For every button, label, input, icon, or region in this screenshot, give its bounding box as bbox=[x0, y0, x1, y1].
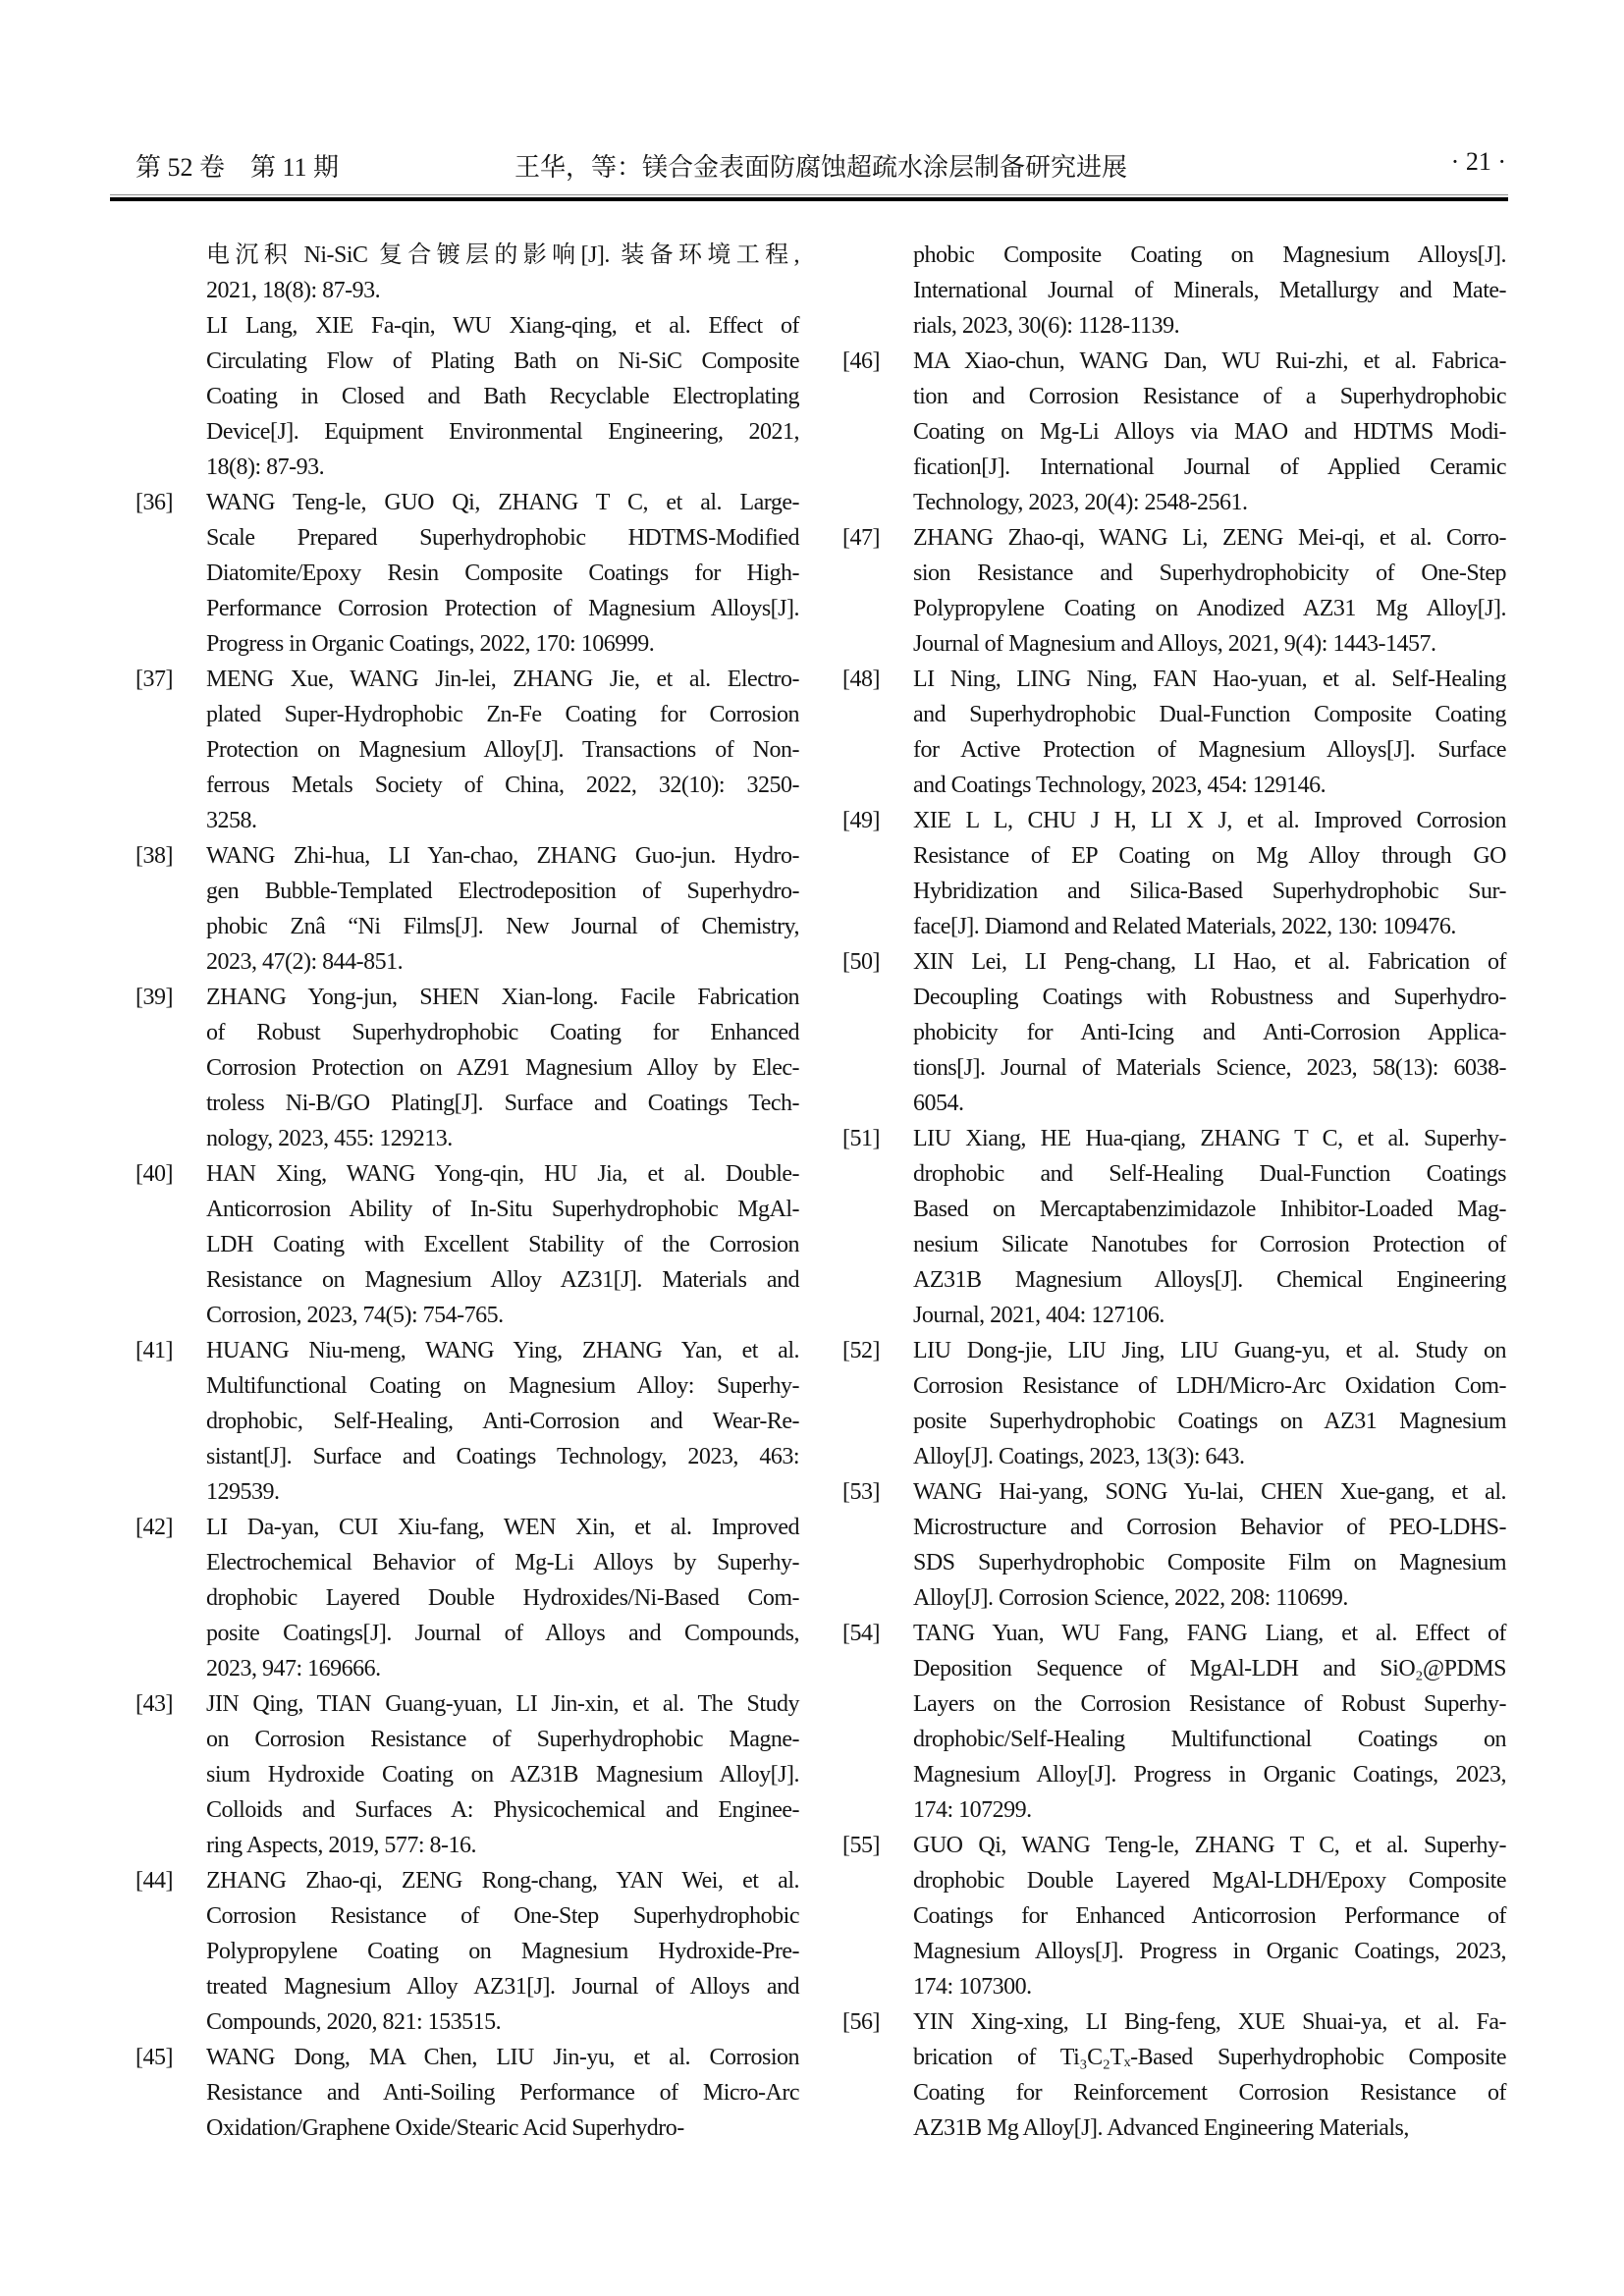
reference-text bbox=[206, 1863, 799, 2040]
reference-item bbox=[842, 2004, 1506, 2146]
reference-item bbox=[135, 2040, 799, 2146]
reference-line: Performance Corrosion Protection of Magnesium Alloys[J]. bbox=[206, 596, 799, 621]
reference-number: [41] bbox=[135, 1338, 173, 1363]
reference-line: Corrosion Resistance of One-Step Superhydrophobic bbox=[206, 1903, 799, 1929]
reference-line: 174: 107300. bbox=[913, 1974, 1032, 2000]
reference-line: Coating for Reinforcement Corrosion Resistance of bbox=[913, 2080, 1506, 2106]
reference-line: Oxidation/Graphene Oxide/Stearic Acid Superhydro- bbox=[206, 2115, 684, 2141]
reference-text bbox=[206, 308, 799, 485]
reference-line: phobicity for Anti-Icing and Anti-Corrosion Applica- bbox=[913, 1020, 1506, 1045]
reference-line: troless Ni-B/GO Plating[J]. Surface and Coatings Tech- bbox=[206, 1091, 799, 1116]
reference-line: drophobic, Self-Healing, Anti-Corrosion and Wear-Re- bbox=[206, 1409, 799, 1434]
reference-item bbox=[135, 1333, 799, 1510]
reference-line: drophobic and Self-Healing Dual-Function Coatings bbox=[913, 1161, 1506, 1187]
reference-line: Microstructure and Corrosion Behavior of PEO-LDHS- bbox=[913, 1515, 1506, 1540]
reference-line: JIN Qing, TIAN Guang-yuan, LI Jin-xin, et al. The Study bbox=[206, 1691, 799, 1717]
reference-line: posite Superhydrophobic Coatings on AZ31 Magnesium bbox=[913, 1409, 1506, 1434]
reference-line: AZ31B Magnesium Alloys[J]. Chemical Engineering bbox=[913, 1267, 1506, 1293]
reference-line: Progress in Organic Coatings, 2022, 170: 106999. bbox=[206, 631, 655, 657]
reference-line: HAN Xing, WANG Yong-qin, HU Jia, et al. Double- bbox=[206, 1161, 799, 1187]
reference-text bbox=[913, 944, 1506, 1121]
volume-issue: 第 52 卷 第 11 期 bbox=[135, 153, 340, 182]
reference-line: Alloy[J]. Coatings, 2023, 13(3): 643. bbox=[913, 1444, 1245, 1469]
reference-item bbox=[135, 980, 799, 1156]
reference-line: and Superhydrophobic Dual-Function Composite Coating bbox=[913, 702, 1506, 727]
reference-line: rials, 2023, 30(6): 1128-1139. bbox=[913, 313, 1180, 339]
reference-line: 电沉积 Ni-SiC 复合镀层的影响[J]. 装备环境工程, bbox=[206, 242, 799, 268]
reference-line: LI Ning, LING Ning, FAN Hao-yuan, et al. Self-Healing bbox=[913, 667, 1506, 692]
reference-line: on Corrosion Resistance of Superhydrophobic Magne- bbox=[206, 1727, 799, 1752]
reference-item bbox=[135, 1863, 799, 2040]
reference-line: LI Da-yan, CUI Xiu-fang, WEN Xin, et al. Improved bbox=[206, 1515, 799, 1540]
reference-line: phobic Znâ “Ni Films[J]. New Journal of Chemistry, bbox=[206, 914, 799, 939]
reference-number: [45] bbox=[135, 2045, 173, 2070]
reference-line: Coating on Mg-Li Alloys via MAO and HDTMS Modi- bbox=[913, 419, 1506, 445]
reference-line: Hybridization and Silica-Based Superhydrophobic Sur- bbox=[913, 879, 1506, 904]
reference-line: Alloy[J]. Corrosion Science, 2022, 208: 110699. bbox=[913, 1585, 1348, 1611]
reference-text bbox=[913, 662, 1506, 803]
reference-number: [52] bbox=[842, 1338, 880, 1363]
reference-number bbox=[135, 238, 206, 308]
reference-text bbox=[913, 520, 1506, 662]
reference-line: LI Lang, XIE Fa-qin, WU Xiang-qing, et al. Effect of bbox=[206, 313, 799, 339]
reference-line: Magnesium Alloys[J]. Progress in Organic Coatings, 2023, bbox=[913, 1939, 1506, 1964]
reference-text bbox=[913, 1828, 1506, 2004]
reference-number: [38] bbox=[135, 843, 173, 869]
reference-line: Corrosion Protection on AZ91 Magnesium Alloy by Elec- bbox=[206, 1055, 799, 1081]
page-header bbox=[135, 147, 1506, 187]
reference-number: [44] bbox=[135, 1868, 173, 1894]
reference-number: [55] bbox=[842, 1833, 880, 1858]
reference-line: TANG Yuan, WU Fang, FANG Liang, et al. Effect of bbox=[913, 1621, 1506, 1646]
reference-item bbox=[842, 1828, 1506, 2004]
reference-text bbox=[206, 2040, 799, 2146]
reference-line: drophobic/Self-Healing Multifunctional Coatings on bbox=[913, 1727, 1506, 1752]
reference-line: WANG Zhi-hua, LI Yan-chao, ZHANG Guo-jun. Hydro- bbox=[206, 843, 799, 869]
reference-line: WANG Dong, MA Chen, LIU Jin-yu, et al. Corrosion bbox=[206, 2045, 799, 2070]
reference-line: 129539. bbox=[206, 1479, 280, 1505]
reference-line: sistant[J]. Surface and Coatings Technology, 2023, 463: bbox=[206, 1444, 799, 1469]
reference-line: Resistance and Anti-Soiling Performance of Micro-Arc bbox=[206, 2080, 799, 2106]
reference-line: Protection on Magnesium Alloy[J]. Transactions of Non- bbox=[206, 737, 799, 763]
reference-line: Polypropylene Coating on Anodized AZ31 Mg Alloy[J]. bbox=[913, 596, 1506, 621]
reference-item bbox=[135, 238, 799, 308]
reference-number: [54] bbox=[842, 1621, 880, 1646]
reference-text bbox=[913, 1474, 1506, 1616]
reference-item bbox=[135, 485, 799, 662]
running-title: 王华，等：镁合金表面防腐蚀超疏水涂层制备研究进展 bbox=[514, 153, 1127, 182]
reference-line: Scale Prepared Superhydrophobic HDTMS-Modified bbox=[206, 525, 799, 551]
reference-item bbox=[842, 1333, 1506, 1474]
reference-item bbox=[135, 662, 799, 838]
reference-text bbox=[206, 238, 799, 308]
reference-text bbox=[206, 1156, 799, 1333]
reference-text bbox=[206, 1510, 799, 1686]
reference-line: Journal of Magnesium and Alloys, 2021, 9(4): 1443-1457. bbox=[913, 631, 1436, 657]
reference-line: nology, 2023, 455: 129213. bbox=[206, 1126, 453, 1151]
reference-text bbox=[913, 1121, 1506, 1333]
reference-text bbox=[913, 344, 1506, 520]
reference-number: [51] bbox=[842, 1126, 880, 1151]
reference-line: Journal, 2021, 404: 127106. bbox=[913, 1303, 1164, 1328]
reference-number bbox=[842, 238, 913, 344]
reference-line: Device[J]. Equipment Environmental Engineering, 2021, bbox=[206, 419, 799, 445]
reference-line: ferrous Metals Society of China, 2022, 32(10): 3250- bbox=[206, 773, 799, 798]
reference-number: [39] bbox=[135, 985, 173, 1010]
reference-number: [47] bbox=[842, 525, 880, 551]
reference-line: LIU Dong-jie, LIU Jing, LIU Guang-yu, et al. Study on bbox=[913, 1338, 1506, 1363]
reference-line: phobic Composite Coating on Magnesium Alloys[J]. bbox=[913, 242, 1506, 268]
reference-line: Resistance of EP Coating on Mg Alloy through GO bbox=[913, 843, 1506, 869]
reference-line: and Coatings Technology, 2023, 454: 129146. bbox=[913, 773, 1326, 798]
reference-line: ZHANG Zhao-qi, ZENG Rong-chang, YAN Wei, et al. bbox=[206, 1868, 799, 1894]
reference-line: AZ31B Mg Alloy[J]. Advanced Engineering Materials, bbox=[913, 2115, 1409, 2141]
reference-line: gen Bubble-Templated Electrodeposition of Superhydro- bbox=[206, 879, 799, 904]
reference-item bbox=[135, 838, 799, 980]
reference-text bbox=[913, 803, 1506, 944]
reference-item bbox=[842, 944, 1506, 1121]
reference-line: Anticorrosion Ability of In-Situ Superhydrophobic MgAl- bbox=[206, 1197, 799, 1222]
reference-line: Deposition Sequence of MgAl-LDH and SiO₂@PDMS bbox=[913, 1656, 1506, 1682]
reference-line: treated Magnesium Alloy AZ31[J]. Journal of Alloys and bbox=[206, 1974, 799, 2000]
reference-line: Electrochemical Behavior of Mg-Li Alloys by Superhy- bbox=[206, 1550, 799, 1575]
reference-line: MENG Xue, WANG Jin-lei, ZHANG Jie, et al. Electro- bbox=[206, 667, 799, 692]
reference-item bbox=[135, 308, 799, 485]
reference-line: MA Xiao-chun, WANG Dan, WU Rui-zhi, et al. Fabrica- bbox=[913, 348, 1506, 374]
reference-line: ZHANG Yong-jun, SHEN Xian-long. Facile Fabrication bbox=[206, 985, 799, 1010]
reference-number: [40] bbox=[135, 1161, 173, 1187]
reference-item bbox=[135, 1156, 799, 1333]
reference-line: LIU Xiang, HE Hua-qiang, ZHANG T C, et al. Superhy- bbox=[913, 1126, 1506, 1151]
reference-text bbox=[913, 1616, 1506, 1828]
reference-line: International Journal of Minerals, Metallurgy and Mate- bbox=[913, 278, 1506, 303]
header-rule bbox=[110, 194, 1508, 201]
reference-line: GUO Qi, WANG Teng-le, ZHANG T C, et al. Superhy- bbox=[913, 1833, 1506, 1858]
reference-line: Resistance on Magnesium Alloy AZ31[J]. Materials and bbox=[206, 1267, 799, 1293]
reference-number: [49] bbox=[842, 808, 880, 833]
reference-line: LDH Coating with Excellent Stability of the Corrosion bbox=[206, 1232, 799, 1257]
reference-line: Based on Mercaptabenzimidazole Inhibitor-Loaded Mag- bbox=[913, 1197, 1506, 1222]
reference-line: for Active Protection of Magnesium Alloys[J]. Surface bbox=[913, 737, 1506, 763]
refs-left-column bbox=[135, 238, 799, 2146]
reference-line: Coatings for Enhanced Anticorrosion Performance of bbox=[913, 1903, 1506, 1929]
reference-line: plated Super-Hydrophobic Zn-Fe Coating for Corrosion bbox=[206, 702, 799, 727]
reference-number: [37] bbox=[135, 667, 173, 692]
reference-item bbox=[842, 1121, 1506, 1333]
reference-item bbox=[135, 1510, 799, 1686]
reference-line: Layers on the Corrosion Resistance of Robust Superhy- bbox=[913, 1691, 1506, 1717]
reference-number bbox=[135, 308, 206, 485]
reference-item bbox=[842, 1616, 1506, 1828]
reference-line: ring Aspects, 2019, 577: 8-16. bbox=[206, 1833, 476, 1858]
reference-line: drophobic Layered Double Hydroxides/Ni-Based Com- bbox=[206, 1585, 799, 1611]
reference-line: WANG Teng-le, GUO Qi, ZHANG T C, et al. Large- bbox=[206, 490, 799, 515]
reference-line: sion Resistance and Superhydrophobicity of One-Step bbox=[913, 561, 1506, 586]
reference-item bbox=[842, 662, 1506, 803]
reference-line: face[J]. Diamond and Related Materials, 2022, 130: 109476. bbox=[913, 914, 1456, 939]
reference-line: 2023, 47(2): 844-851. bbox=[206, 949, 404, 975]
reference-text bbox=[913, 1333, 1506, 1474]
reference-line: 6054. bbox=[913, 1091, 964, 1116]
reference-line: drophobic Double Layered MgAl-LDH/Epoxy Composite bbox=[913, 1868, 1506, 1894]
reference-line: nesium Silicate Nanotubes for Corrosion Protection of bbox=[913, 1232, 1506, 1257]
reference-text bbox=[206, 1686, 799, 1863]
reference-line: Technology, 2023, 20(4): 2548-2561. bbox=[913, 490, 1248, 515]
reference-line: Colloids and Surfaces A: Physicochemical and Enginee- bbox=[206, 1797, 799, 1823]
reference-number: [36] bbox=[135, 490, 173, 515]
reference-text bbox=[206, 1333, 799, 1510]
reference-line: 2023, 947: 169666. bbox=[206, 1656, 381, 1682]
reference-line: Corrosion Resistance of LDH/Micro-Arc Oxidation Com- bbox=[913, 1373, 1506, 1399]
reference-line: HUANG Niu-meng, WANG Ying, ZHANG Yan, et al. bbox=[206, 1338, 799, 1363]
reference-text bbox=[206, 485, 799, 662]
reference-item bbox=[135, 1686, 799, 1863]
reference-item bbox=[842, 520, 1506, 662]
reference-line: Compounds, 2020, 821: 153515. bbox=[206, 2009, 502, 2035]
reference-line: 3258. bbox=[206, 808, 257, 833]
reference-line: of Robust Superhydrophobic Coating for Enhanced bbox=[206, 1020, 799, 1045]
reference-text bbox=[206, 662, 799, 838]
reference-line: tions[J]. Journal of Materials Science, 2023, 58(13): 6038- bbox=[913, 1055, 1506, 1081]
reference-line: XIN Lei, LI Peng-chang, LI Hao, et al. Fabrication of bbox=[913, 949, 1506, 975]
reference-line: XIE L L, CHU J H, LI X J, et al. Improved Corrosion bbox=[913, 808, 1506, 833]
reference-text bbox=[913, 2004, 1506, 2146]
reference-line: ZHANG Zhao-qi, WANG Li, ZENG Mei-qi, et al. Corro- bbox=[913, 525, 1506, 551]
reference-line: brication of Ti₃C₂Tₓ-Based Superhydrophobic Composite bbox=[913, 2045, 1506, 2070]
reference-line: Coating in Closed and Bath Recyclable Electroplating bbox=[206, 384, 799, 409]
reference-text bbox=[913, 238, 1506, 344]
reference-text bbox=[206, 980, 799, 1156]
reference-number: [42] bbox=[135, 1515, 173, 1540]
reference-line: Corrosion, 2023, 74(5): 754-765. bbox=[206, 1303, 504, 1328]
reference-line: tion and Corrosion Resistance of a Superhydrophobic bbox=[913, 384, 1506, 409]
reference-line: WANG Hai-yang, SONG Yu-lai, CHEN Xue-gang, et al. bbox=[913, 1479, 1506, 1505]
reference-number: [50] bbox=[842, 949, 880, 975]
reference-line: Magnesium Alloy[J]. Progress in Organic Coatings, 2023, bbox=[913, 1762, 1506, 1788]
reference-line: posite Coatings[J]. Journal of Alloys and Compounds, bbox=[206, 1621, 799, 1646]
reference-line: Circulating Flow of Plating Bath on Ni-SiC Composite bbox=[206, 348, 799, 374]
reference-number: [56] bbox=[842, 2009, 880, 2035]
reference-line: YIN Xing-xing, LI Bing-feng, XUE Shuai-ya, et al. Fa- bbox=[913, 2009, 1506, 2035]
reference-item bbox=[842, 344, 1506, 520]
reference-line: Diatomite/Epoxy Resin Composite Coatings for High- bbox=[206, 561, 799, 586]
refs-right-column bbox=[842, 238, 1506, 2146]
reference-line: Polypropylene Coating on Magnesium Hydroxide-Pre- bbox=[206, 1939, 799, 1964]
reference-line: 18(8): 87-93. bbox=[206, 454, 325, 480]
reference-line: 174: 107299. bbox=[913, 1797, 1032, 1823]
reference-number: [43] bbox=[135, 1691, 173, 1717]
reference-line: sium Hydroxide Coating on AZ31B Magnesium Alloy[J]. bbox=[206, 1762, 799, 1788]
reference-line: 2021, 18(8): 87-93. bbox=[206, 278, 381, 303]
page-number: · 21 · bbox=[1450, 147, 1506, 176]
reference-number: [53] bbox=[842, 1479, 880, 1505]
reference-line: SDS Superhydrophobic Composite Film on Magnesium bbox=[913, 1550, 1506, 1575]
reference-item bbox=[842, 803, 1506, 944]
reference-number: [46] bbox=[842, 348, 880, 374]
reference-text bbox=[206, 838, 799, 980]
reference-item bbox=[842, 1474, 1506, 1616]
reference-number: [48] bbox=[842, 667, 880, 692]
reference-line: Decoupling Coatings with Robustness and Superhydro- bbox=[913, 985, 1506, 1010]
reference-item bbox=[842, 238, 1506, 344]
reference-line: Multifunctional Coating on Magnesium Alloy: Superhy- bbox=[206, 1373, 799, 1399]
reference-line: fication[J]. International Journal of Applied Ceramic bbox=[913, 454, 1506, 480]
